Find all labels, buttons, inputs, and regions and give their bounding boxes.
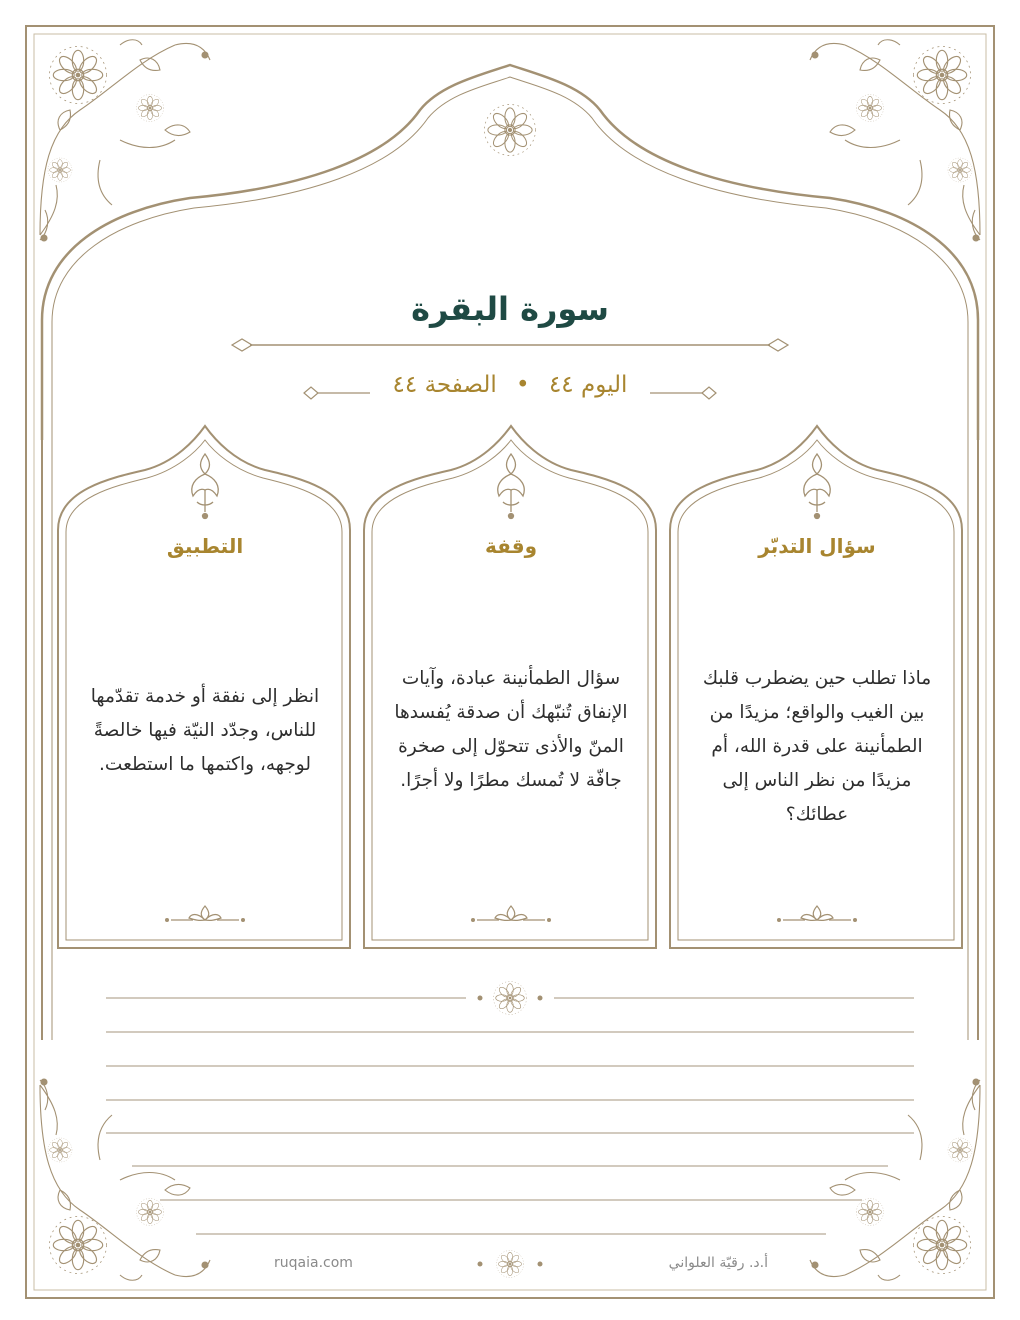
page-label: الصفحة ٤٤ [392, 372, 497, 398]
card-heading-pause: وقفة [484, 534, 538, 558]
corner-ornament-bottom-left [40, 1079, 210, 1280]
card-body-application: انظر إلى نفقة أو خدمة تقدّمها للناس، وجدّد النيّة فيها خالصةً لوجهه، واكتمها ما استطعت. [90, 686, 320, 775]
corner-ornament-top-left [40, 40, 210, 241]
separator-dot: • [516, 372, 530, 398]
arch-top-ornament [485, 105, 536, 156]
card-body-pause: سؤال الطمأنينة عبادة، وآيات الإنفاق تُنبّهك أن صدقة يُفسدها المنّ والأذى تتحوّل إلى صخرة جافّة لا تُمسك مطرًا ولا أجرًا. [394, 668, 628, 791]
card-heading-reflection-question: سؤال التدبّر [758, 534, 876, 558]
corner-ornament-top-right [810, 40, 980, 241]
card-body-reflection-question: ماذا تطلب حين يضطرب قلبك بين الغيب والواقع؛ مزيدًا من الطمأنينة على قدرة الله، أم مزيدًا من نظر الناس إلى عطائك؟ [702, 668, 932, 825]
footer-author: أ.د. رقيّة العلواني [668, 1255, 768, 1271]
card-heading-application: التطبيق [166, 534, 244, 558]
day-label: اليوم ٤٤ [548, 372, 628, 398]
footer-website[interactable]: ruqaia.com [274, 1255, 353, 1271]
day-page-label [0, 372, 1020, 398]
footer-ornament [497, 1251, 524, 1278]
title-divider [232, 339, 788, 351]
lines-ornament [494, 982, 527, 1015]
corner-ornament-bottom-right [810, 1079, 980, 1280]
surah-title: سورة البقرة [411, 290, 609, 328]
writing-lines [106, 998, 914, 1234]
